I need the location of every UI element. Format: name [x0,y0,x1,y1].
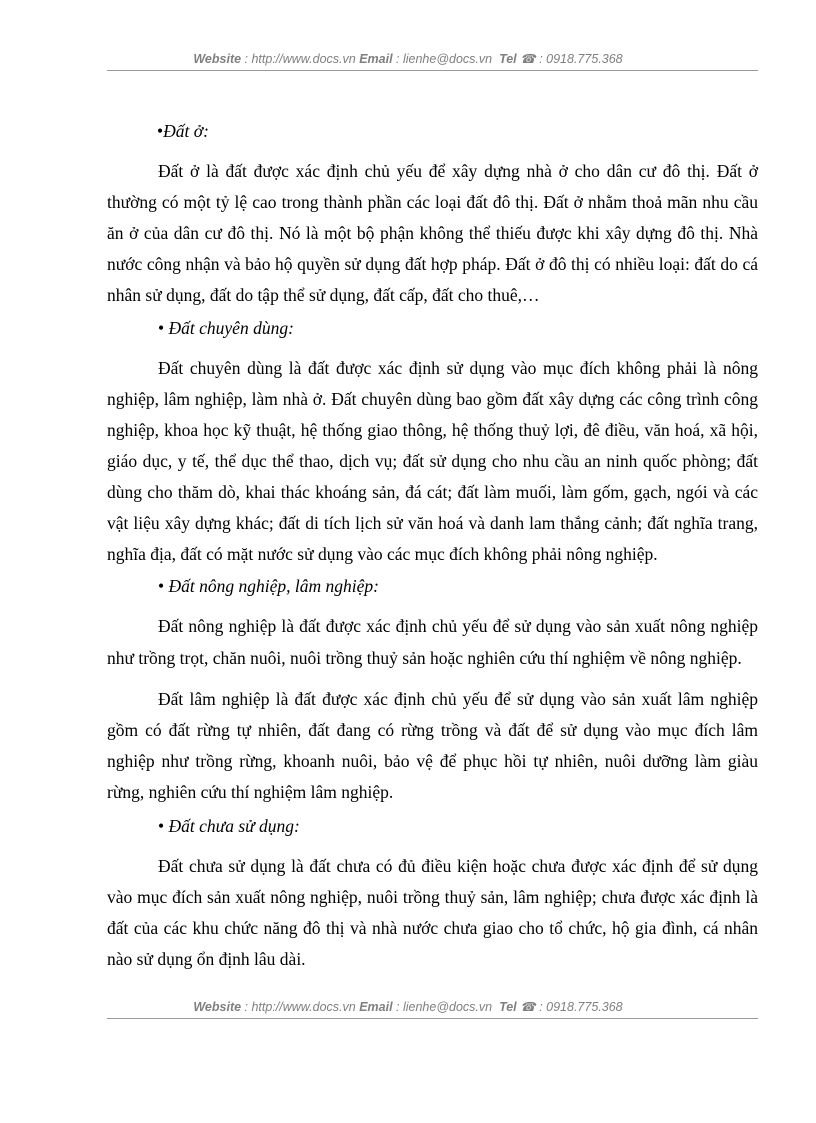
paragraph: Đất lâm nghiệp là đất được xác định chủ yếu để sử dụng vào sản xuất lâm nghiệp gồm có đất rừng tự nhiên, đất đang có rừng trồng và đất để sử dụng vào mục đích lâm nghiệp như trồng rừng, khoanh nuôi, bảo vệ để phục hồi tự nhiên, nuôi dưỡng làm giàu rừng, nghiên cứu thí nghiệm lâm nghiệp. [107,688,758,802]
bullet-icon: • [158,815,165,836]
footer-email-value[interactable]: lienhe@docs.vn [402,1000,493,1014]
header-tel-label: Tel [499,52,517,66]
footer-tel-sep: : [535,1000,547,1014]
header-tel-sep: : [535,52,547,66]
footer-email-label: Email [359,1000,393,1014]
heading-text: Đất chuyên dùng: [168,317,294,338]
paragraph: Đất chưa sử dụng là đất chưa có đủ điều kiện hoặc chưa được xác định để sử dụng vào mục đích sản xuất nông nghiệp, nuôi trồng thuỷ sản, lâm nghiệp; chưa được xác định là đất của các khu chức năng đô thị và nhà nước chưa giao cho tổ chức, hộ gia đình, cá nhân nào sử dụng ổn định lâu dài. [107,856,758,970]
footer-tel-label: Tel [499,1000,517,1014]
footer-email-sep: : [392,1000,403,1014]
header-tel-value: 0918.775.368 [546,52,623,66]
header-rule [107,70,758,71]
section-heading [107,811,758,842]
footer-tel-value: 0918.775.368 [546,1000,623,1014]
paragraph: Đất chuyên dùng là đất được xác định sử dụng vào mục đích không phải là nông nghiệp, lâm nghiệp, làm nhà ở. Đất chuyên dùng bao gồm đất xây dựng các công trình công nghiệp, khoa học kỹ thuật, hệ thống giao thông, hệ thống thuỷ lợi, đê điều, văn hoá, xã hội, giáo dục, y tế, thể dục thể thao, dịch vụ; đất sử dụng cho nhu cầu an ninh quốc phòng; đất dùng cho thăm dò, khai thác khoáng sản, đá cát; đất làm muối, làm gốm, gạch, ngói và các vật liệu xây dựng khác; đất di tích lịch sử văn hoá và danh lam thắng cảnh; đất nghĩa trang, nghĩa địa, đất có mặt nước sử dụng vào các mục đích không phải nông nghiệp. [107,357,758,565]
bullet-icon: • [158,576,165,597]
page-header [0,51,816,66]
page-footer [0,999,816,1014]
heading-text: Đất ở: [163,121,209,141]
section-heading [107,571,758,602]
section-heading [107,116,758,147]
footer-rule [107,1018,758,1019]
heading-text: Đất nông nghiệp, lâm nghiệp: [168,576,379,597]
heading-text: Đất chưa sử dụng: [168,815,300,836]
phone-icon: ☎ [520,52,536,66]
bullet-icon: • [158,317,165,338]
header-website-label: Website [193,52,242,66]
paragraph: Đất nông nghiệp là đất được xác định chủ yếu để sử dụng vào sản xuất nông nghiệp như trồng trọt, chăn nuôi, nuôi trồng thuỷ sản hoặc nghiên cứu thí nghiệm về nông nghiệp. [107,616,758,668]
footer-website-label: Website [193,1000,242,1014]
header-email-label: Email [359,52,393,66]
header-email-sep: : [392,52,403,66]
document-body [107,116,758,975]
header-website-url[interactable]: http://www.docs.vn [251,52,356,66]
header-email-value[interactable]: lienhe@docs.vn [402,52,493,66]
bullet-icon: • [157,121,164,141]
header-website-sep: : [241,52,252,66]
phone-icon: ☎ [520,1000,536,1014]
section-heading [107,313,758,344]
footer-website-url[interactable]: http://www.docs.vn [251,1000,356,1014]
footer-website-sep: : [241,1000,252,1014]
paragraph: Đất ở là đất được xác định chủ yếu để xây dựng nhà ở cho dân cư đô thị. Đất ở thường có một tỷ lệ cao trong thành phần các loại đất đô thị. Đất ở nhằm thoả mãn nhu cầu ăn ở của dân cư đô thị. Nó là một bộ phận không thể thiếu được khi xây dựng đô thị. Nhà nước công nhận và bảo hộ quyền sử dụng đất hợp pháp. Đất ở đô thị có nhiều loại: đất do cá nhân sử dụng, đất do tập thể sử dụng, đất cấp, đất cho thuê,… [107,161,758,306]
